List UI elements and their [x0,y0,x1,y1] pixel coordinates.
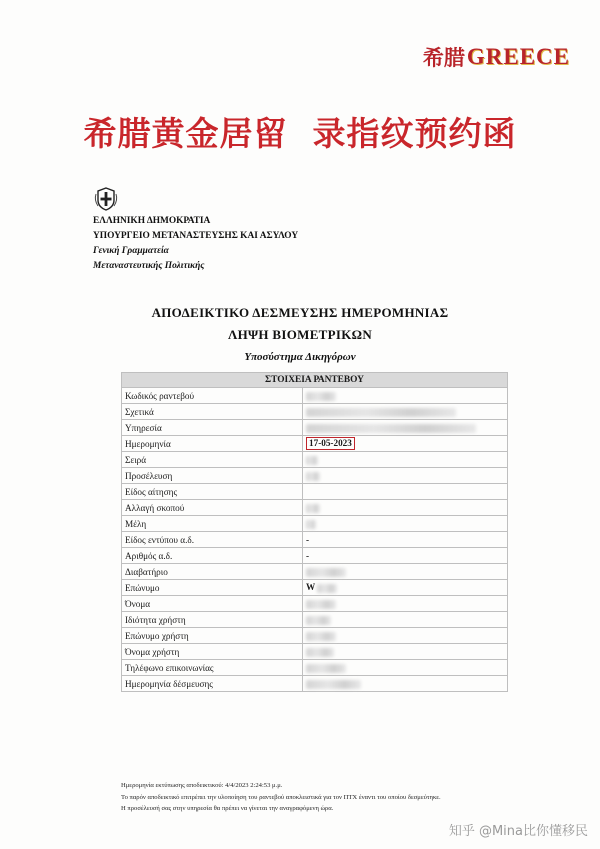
row-label: Υπηρεσία [122,420,303,436]
ministry-header [93,214,298,274]
table-row [122,564,508,580]
row-label: Τηλέφωνο επικοινωνίας [122,660,303,676]
table-row [122,420,508,436]
row-value-redacted [303,628,508,644]
table-row [122,660,508,676]
appointment-table [121,372,508,692]
row-label: Σειρά [122,452,303,468]
row-label: Διαβατήριο [122,564,303,580]
row-value-redacted [303,452,508,468]
row-label: Αριθμός α.δ. [122,548,303,564]
row-value-redacted [303,420,508,436]
brand-logo-en: GREECE [466,44,570,69]
row-label: Μέλη [122,516,303,532]
appointment-table-header: ΣΤΟΙΧΕΙΑ ΡΑΝΤΕΒΟΥ [122,373,508,388]
table-row [122,596,508,612]
row-label: Επώνυμο [122,580,303,596]
table-row [122,388,508,404]
table-row [122,532,508,548]
table-row [122,612,508,628]
table-row [122,516,508,532]
row-value-redacted [303,388,508,404]
row-value-redacted [303,468,508,484]
table-row [122,484,508,500]
brand-logo [423,42,570,72]
row-label: Κωδικός ραντεβού [122,388,303,404]
row-value-redacted [303,516,508,532]
row-value-redacted [303,500,508,516]
row-label: Επώνυμο χρήστη [122,628,303,644]
document-title: ΑΠΟΔΕΙΚΤΙΚΟ ΔΕΣΜΕΥΣΗΣ ΗΜΕΡΟΜΗΝΙΑΣ [151,305,449,320]
table-row [122,548,508,564]
document-subtitle: Υποσύστημα Δικηγόρων [244,351,356,363]
row-label: Ημερομηνία δέσμευσης [122,676,303,692]
row-value: - [303,548,508,564]
print-date: Ημερομηνία εκτύπωσης αποδεικτικού: 4/4/2023 2:24:53 μ.μ. [121,782,283,789]
footer-note-2: Η προσέλευσή σας στην υπηρεσία θα πρέπει να γίνεται την αναγραφόμενη ώρα. [121,805,334,812]
ministry-line-3: Γενική Γραμματεία [93,246,169,256]
table-row [122,468,508,484]
row-value-redacted [303,612,508,628]
row-label: Όνομα [122,596,303,612]
table-row [122,436,508,452]
table-row [122,644,508,660]
table-row [122,580,508,596]
row-label: Είδος αίτησης [122,484,303,500]
table-row [122,676,508,692]
row-value-redacted [303,644,508,660]
row-value-redacted [303,676,508,692]
greek-coat-of-arms-icon [93,186,119,212]
row-value [303,580,508,596]
row-value-redacted [303,660,508,676]
appointment-date: 17-05-2023 [306,437,355,450]
document-footer [121,780,441,815]
headline: 希腊黄金居留 录指纹预约函 [83,114,517,153]
row-value-redacted [303,404,508,420]
table-row [122,452,508,468]
row-label: Είδος εντύπου α.δ. [122,532,303,548]
row-value: - [303,532,508,548]
row-label: Ιδιότητα χρήστη [122,612,303,628]
row-value-redacted [303,484,508,500]
surname-initial: W [306,582,316,593]
row-label: Σχετικά [122,404,303,420]
row-label: Ημερομηνία [122,436,303,452]
table-row [122,628,508,644]
row-value-redacted [303,564,508,580]
row-label: Αλλαγή σκοπού [122,500,303,516]
watermark: 知乎 @Mina比你懂移民 [448,824,588,839]
footer-note-1: Το παρόν αποδεικτικό επιτρέπει την υλοποίηση του ραντεβού αποκλειστικά για τον ΠΤΧ έναντι του οποίου δεσμεύτηκε. [121,793,441,801]
ministry-line-4: Μεταναστευτικής Πολιτικής [93,261,205,271]
brand-logo-cn: 希腊 [422,46,465,70]
row-value-redacted [303,596,508,612]
ministry-line-2: ΥΠΟΥΡΓΕΙΟ ΜΕΤΑΝΑΣΤΕΥΣΗΣ ΚΑΙ ΑΣΥΛΟΥ [93,231,299,241]
row-value-date [303,436,508,452]
ministry-line-1: ΕΛΛΗΝΙΚΗ ΔΗΜΟΚΡΑΤΙΑ [93,216,211,226]
table-row [122,500,508,516]
row-label: Προσέλευση [122,468,303,484]
table-row [122,404,508,420]
row-label: Όνομα χρήστη [122,644,303,660]
document-title-2: ΛΗΨΗ ΒΙΟΜΕΤΡΙΚΩΝ [227,327,373,342]
